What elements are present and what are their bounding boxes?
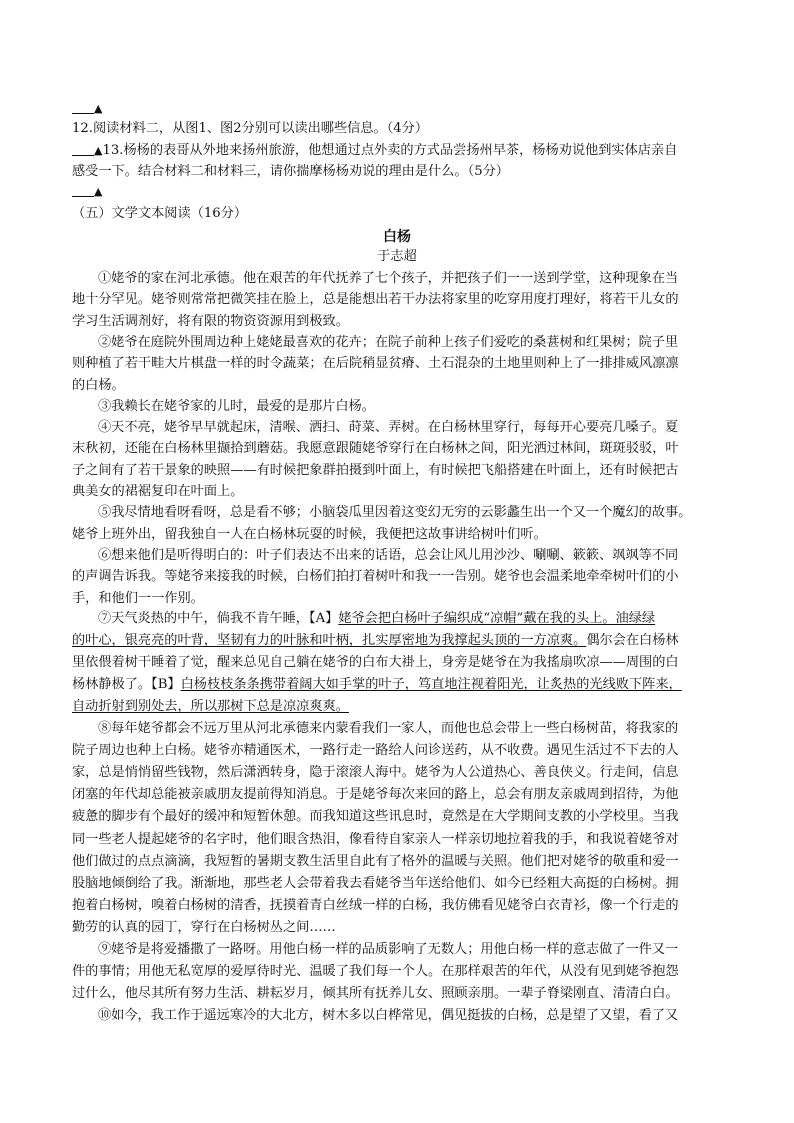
article-text-line: 过什么，他尽其所有努力生活、耕耘岁月，倾其所有抚养儿女、照顾亲朋。一辈子脊梁刚直、清清白白。 (72, 986, 679, 1002)
article-text-line: 姥爷上班外出，留我独自一人在白杨林玩耍的时候，我便把这故事讲给树叶们听。 (72, 526, 547, 542)
article-text-line: 股脑地倾倒给了我。渐渐地，那些老人会带着我去看姥爷当年送给他们、如今已经粗大高挺的白杨树。拥 (72, 875, 679, 891)
answer-line-2[interactable] (72, 181, 722, 203)
article-text-line: ⑩如今，我工作于遥远寒冷的大北方，树木多以白桦常见，偶见挺拔的白杨，总是望了又望，看了又 (98, 1008, 679, 1024)
answer-triangle: ▲ (94, 144, 103, 157)
article-text-line: ③我赖长在姥爷家的儿时，最爱的是那片白杨。 (98, 398, 375, 414)
article-text-line: ⑤我尽情地看呀看呀，总是看不够；小脑袋瓜里因着这变幻无穷的云影蠡生出一个又一个魔幻的故事。 (98, 505, 692, 521)
article-text-line: ②姥爷在庭院外围周边种上姥姥最喜欢的花卉；在院子前种上孩子们爱吃的桑葚树和红果树；院子里 (98, 334, 679, 350)
article-text-line: 闭塞的年代却总能被亲戚朋友提前得知消息。于是姥爷每次来回的路上，总会有朋友亲戚周到招待，为他 (72, 787, 679, 803)
article-text-line: 典美女的裙裾复印在叶面上。 (72, 484, 244, 499)
article-text-line: 院子周边也种上白杨。姥爷亦精通医术，一路行走一路给人问诊送药，从不收费。遇见生活过不下去的人 (72, 743, 679, 759)
article-text-line: 末秋初，还能在白杨林里撷拾到蘑菇。我愿意跟随姥爷穿行在白杨林之间，阳光洒过林间，斑斑驳驳，叶 (72, 441, 679, 457)
underlined-sentence-b-cont: 自动折射到别处去，所以那树下总是凉凉爽爽。 (72, 699, 349, 714)
article-text-line: ⑨姥爷是将爱播撒了一路呀。用他白杨一样的品质影响了无数人；用他白杨一样的意志做了一件又一 (98, 942, 679, 957)
article-text-line: ⑥想来他们是听得明白的：叶子们表达不出来的话语，总会让风儿用沙沙、唰唰、簌簌、飒飒等不同 (98, 547, 679, 563)
article-text-line: ⑧每年姥爷都会不远万里从河北承德来内蒙看我们一家人，而他也总会带上一些白杨树苗，将我家的 (98, 721, 679, 736)
p7-line-5 (72, 696, 722, 718)
article-text-line: 件的事情；用他无私宽厚的爱厚待时光、温暖了我们每一个人。在那样艰苦的年代，从没有见到姥爷抱怨 (72, 964, 679, 980)
article-text-line: 家，总是悄悄留些钱物，然后潇洒转身，隐于滚滚人海中。姥爷为人公道热心、善良侠义。行走间，信息 (72, 765, 679, 781)
marker-a: 【A】 (309, 611, 339, 626)
answer-blank[interactable] (72, 99, 94, 114)
article-text-line: 同一些老人提起姥爷的名字时，他们眼含热泪，像看待自家亲人一样亲切地拉着我的手，和我说着姥爷对 (72, 831, 679, 847)
article-text-line: 的声调告诉我。等姥爷来接我的时候，白杨们拍打着树叶和我一一告别。姥爷也会温柔地牵牵树叶们的小 (72, 569, 679, 585)
article-text-line: 子之间有了若干景象的映照——有时候把象群拍摄到叶面上，有时候把飞船搭建在叶面上，还有时候把古 (72, 462, 679, 478)
article-text-line: 地十分罕见。姥爷则常常把微笑挂在脸上，总是能想出若干办法将家里的吃穿用度打理好，将若干儿女的 (72, 292, 679, 308)
question-12: 12.阅读材料二，从图1、图2分别可以读出哪些信息。（4分） (72, 121, 429, 136)
article-text-line: 疲惫的脚步有个最好的缓冲和短暂休憩。而我知道这些讯息时，竟然是在大学期间支教的小学校里。当我 (72, 809, 679, 825)
underlined-sentence-a-cont: 的叶心，银亮亮的叶背，坚韧有力的叶脉和叶柄，扎实厚密地为我撑起头顶的一方凉爽。 (72, 633, 587, 648)
article-text-line: 勤劳的认真的园丁，穿行在白杨树丛之间…… (72, 919, 336, 935)
answer-triangle: ▲ (94, 185, 103, 198)
article-title: 白杨 (383, 229, 411, 245)
question-13-line-1: ▲13.杨杨的表哥从外地来扬州旅游，他想通过点外卖的方式品尝扬州早茶，杨杨劝说他到实体店亲自 (72, 140, 722, 162)
article-text-line: 则种植了若干畦大片棋盘一样的时令蔬菜；在后院稍显贫瘠、土石混杂的土地里则种上了一排排威风凛凛 (72, 356, 679, 372)
underlined-sentence-a: 姥爷会把白杨叶子编织成“凉帽”戴在我的头上。油绿绿 (338, 611, 656, 626)
p7-line-1: ⑦天气炎热的中午，倘我不肯午睡，【A】姥爷会把白杨叶子编织成“凉帽”戴在我的头上。油绿绿 (98, 611, 656, 626)
section-heading: （五）文学文本阅读（16分） (72, 206, 248, 221)
article-text-line: 抱着白杨树，嗅着白杨树的清香，抚摸着青白丝绒一样的白杨，我仿佛看见姥爷白衣青衫，像一个行走的 (72, 897, 679, 913)
article-author: 于志超 (377, 249, 417, 264)
answer-triangle: ▲ (94, 102, 103, 115)
answer-blank[interactable] (72, 141, 94, 156)
article-text-line: 他们做过的点点滴滴，我短暂的暑期支教生活里自此有了格外的温暖与关照。他们把对姥爷的敬重和爱一 (72, 853, 679, 869)
p7-line-4: 杨林静极了。【B】白杨枝枝条条携带着阔大如手掌的叶子，笃直地注视着阳光，让炙热的光线败下阵来， (72, 677, 682, 692)
article-text-line: 手，和他们一一作别。 (72, 590, 204, 606)
p7-line-3: 里依偎着树干睡着了觉，醒来总见自己躺在姥爷的白布大褂上，身旁是姥爷在为我搖扇吹凉——周围的白 (72, 655, 679, 670)
article-text-line: ①姥爷的家在河北承德。他在艰苦的年代抚养了七个孩子，并把孩子们一一送到学堂，这种现象在当 (98, 271, 679, 286)
answer-line-1[interactable] (72, 98, 722, 120)
answer-blank[interactable] (72, 182, 94, 197)
question-13-line-2: 感受一下。结合材料二和材料三，请你揣摩杨杨劝说的理由是什么。（5分） (72, 164, 509, 179)
underlined-sentence-b: 白杨枝枝条条携带着阔大如手掌的叶子，笃直地注视着阳光，让炙热的光线败下阵来， (180, 677, 682, 692)
article-text-line: 的白杨。 (72, 377, 125, 393)
p7-line-2: 的叶心，银亮亮的叶背，坚韧有力的叶脉和叶柄，扎实厚密地为我撑起头顶的一方凉爽。偶尔会在白杨林 (72, 633, 679, 648)
article-text-line: ④天不亮，姥爷早早就起床，清喉、洒扫、莳菜、弄树。在白杨林里穿行，每每开心要亮几嗓子。夏 (98, 420, 679, 436)
marker-b: 【B】 (151, 677, 181, 692)
article-text-line: 学习生活调剂好，将有限的物资资源用到极致。 (72, 313, 349, 329)
